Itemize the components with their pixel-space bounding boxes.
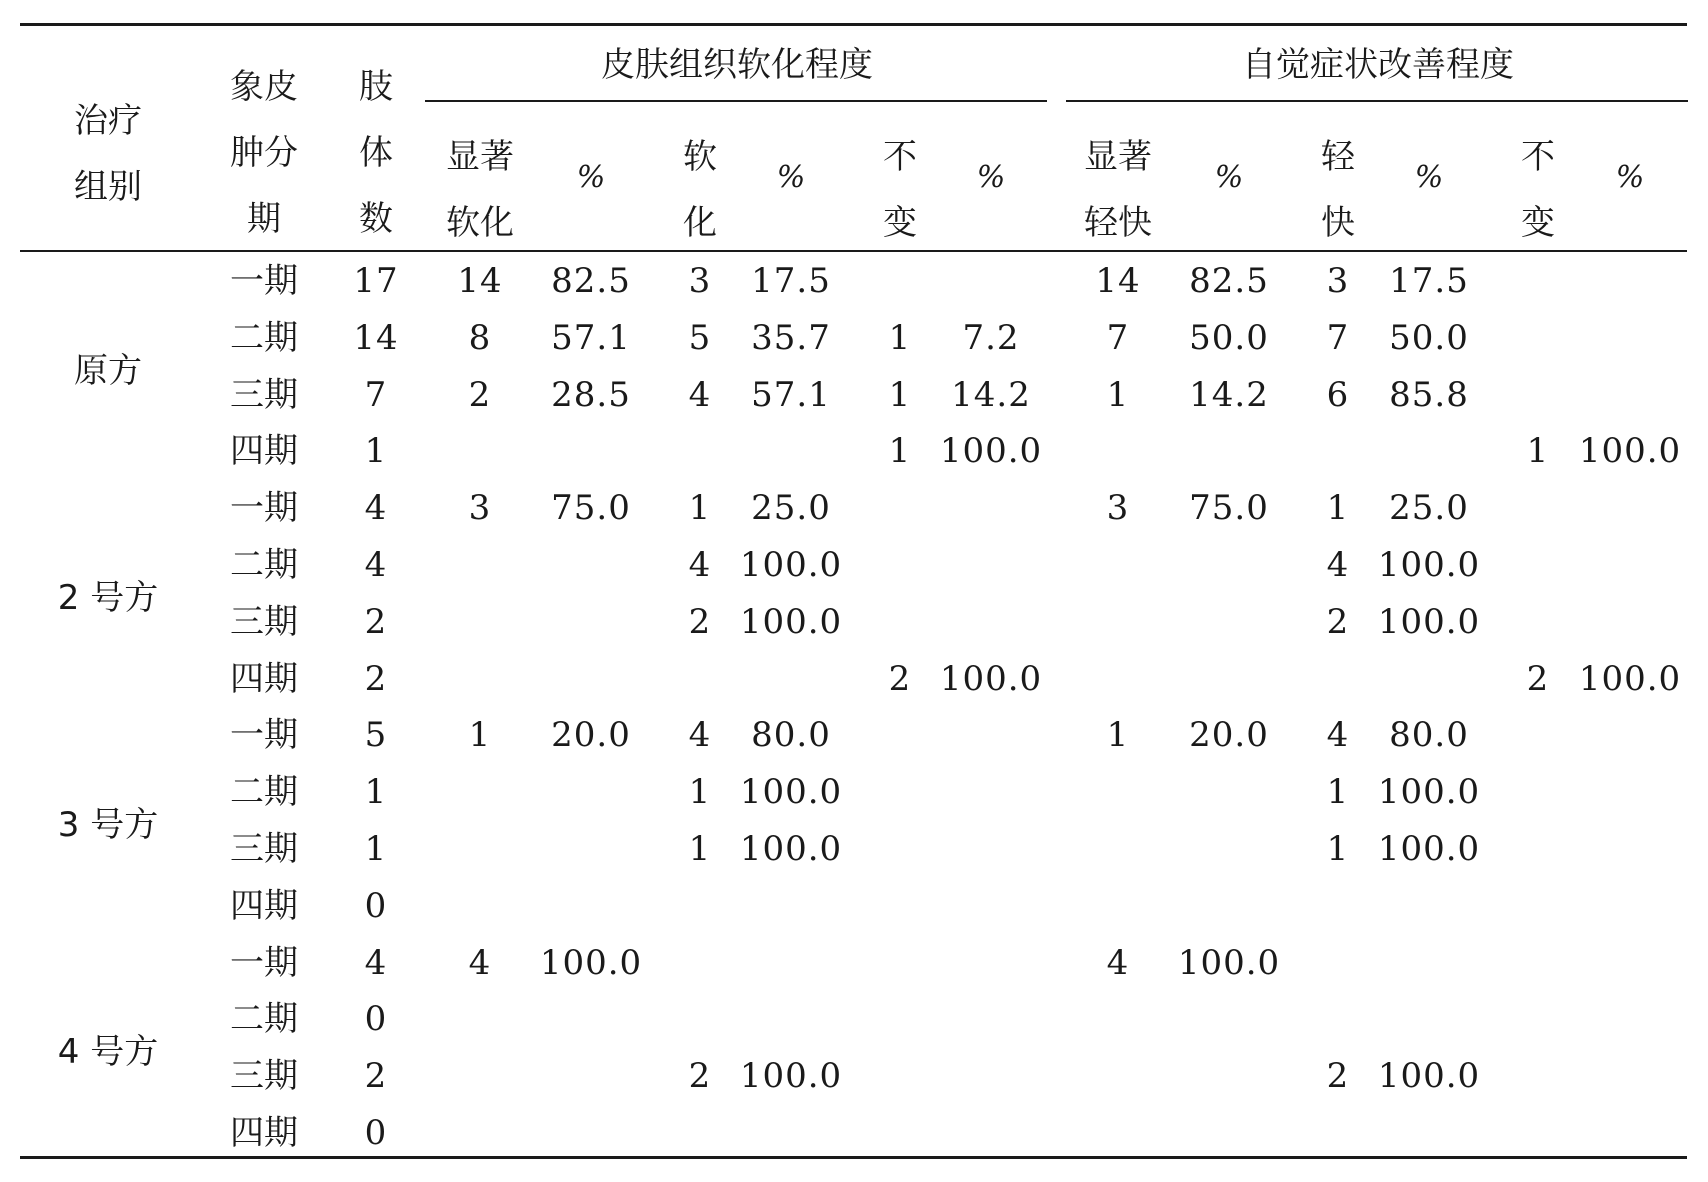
stage-cell: 一期 (230, 942, 298, 983)
group-label: 2 号方 (57, 577, 159, 618)
header-stage-line-2: 肿分 (230, 133, 298, 173)
header-stage-line-3: 期 (247, 199, 281, 239)
header-skin-col-6: % (976, 160, 1006, 195)
value-cell: 28.5 (551, 374, 631, 415)
top-rule (20, 23, 1687, 26)
stage-cell: 三期 (230, 601, 298, 642)
value-cell: 85.8 (1389, 374, 1469, 415)
stage-cell: 一期 (230, 261, 298, 301)
stage-cell: 一期 (230, 488, 298, 529)
value-cell: 57.1 (751, 374, 831, 415)
value-cell: 80.0 (751, 715, 831, 756)
value-cell: 4 (688, 545, 712, 585)
value-cell: 17.5 (1389, 261, 1469, 301)
header-skin-col-4: % (776, 160, 806, 195)
stage-cell: 二期 (230, 772, 298, 813)
value-cell: 6 (1326, 374, 1350, 415)
value-cell: 100.0 (1377, 829, 1481, 869)
value-cell: 4 (688, 374, 712, 415)
value-cell: 2 (468, 374, 492, 415)
value-cell: 100.0 (939, 431, 1043, 472)
value-cell: 7 (1106, 317, 1130, 358)
value-cell: 4 (688, 715, 712, 756)
value-cell: 4 (1326, 545, 1350, 585)
limbs-cell: 0 (364, 999, 388, 1040)
value-cell: 100.0 (739, 545, 843, 585)
stage-cell: 二期 (230, 545, 298, 585)
limbs-cell: 4 (364, 942, 388, 983)
value-cell: 7 (1326, 317, 1350, 358)
value-cell: 100.0 (1377, 772, 1481, 813)
group-label: 原方 (74, 350, 142, 391)
value-cell: 1 (888, 374, 912, 415)
stage-cell: 三期 (230, 374, 298, 415)
value-cell: 25.0 (751, 488, 831, 529)
limbs-cell: 4 (364, 488, 388, 529)
limbs-cell: 17 (353, 261, 399, 301)
limbs-cell: 2 (364, 658, 388, 699)
header-skin-col-2: % (576, 160, 606, 195)
header-group-line-1: 治疗 (74, 101, 142, 141)
limbs-cell: 1 (364, 772, 388, 813)
value-cell: 57.1 (551, 317, 631, 358)
limbs-cell: 2 (364, 601, 388, 642)
stage-cell: 二期 (230, 317, 298, 358)
value-cell: 2 (688, 1056, 712, 1097)
value-cell: 2 (688, 601, 712, 642)
header-symptom-col-6: % (1615, 160, 1645, 195)
skin-section-rule (425, 100, 1047, 102)
header-symptom-col-5-line-1: 不 (1521, 137, 1555, 177)
value-cell: 35.7 (751, 317, 831, 358)
value-cell: 1 (888, 317, 912, 358)
value-cell: 100.0 (1177, 942, 1281, 983)
header-skin-col-5-line-2: 变 (883, 203, 917, 243)
value-cell: 5 (688, 317, 712, 358)
limbs-cell: 4 (364, 545, 388, 585)
value-cell: 2 (1326, 601, 1350, 642)
value-cell: 100.0 (739, 1056, 843, 1097)
stage-cell: 二期 (230, 999, 298, 1040)
limbs-cell: 1 (364, 431, 388, 472)
value-cell: 14.2 (1189, 374, 1269, 415)
stage-cell: 三期 (230, 829, 298, 869)
stage-cell: 四期 (230, 1113, 298, 1153)
header-symptom-col-3-line-1: 轻 (1321, 137, 1355, 177)
value-cell: 1 (1326, 488, 1350, 529)
header-skin-col-3-line-2: 化 (683, 203, 717, 243)
header-group-line-2: 组别 (74, 167, 142, 207)
stage-cell: 四期 (230, 885, 298, 926)
value-cell: 25.0 (1389, 488, 1469, 529)
value-cell: 2 (888, 658, 912, 699)
value-cell: 1 (688, 829, 712, 869)
header-skin-col-3-line-1: 软 (683, 137, 717, 177)
value-cell: 100.0 (1377, 1056, 1481, 1097)
value-cell: 50.0 (1389, 317, 1469, 358)
stage-cell: 三期 (230, 1056, 298, 1097)
header-skin-col-1-line-2: 软化 (446, 203, 514, 243)
value-cell: 3 (1106, 488, 1130, 529)
value-cell: 3 (688, 261, 712, 301)
value-cell: 14 (1095, 261, 1141, 301)
value-cell: 1 (688, 488, 712, 529)
value-cell: 100.0 (1377, 601, 1481, 642)
header-symptom-col-1-line-1: 显著 (1084, 137, 1152, 177)
stage-cell: 一期 (230, 715, 298, 756)
value-cell: 100.0 (1578, 431, 1682, 472)
value-cell: 17.5 (751, 261, 831, 301)
value-cell: 100.0 (1578, 658, 1682, 699)
value-cell: 1 (1326, 772, 1350, 813)
stage-cell: 四期 (230, 658, 298, 699)
group-label: 4 号方 (57, 1032, 159, 1073)
limbs-cell: 1 (364, 829, 388, 869)
limbs-cell: 0 (364, 885, 388, 926)
header-symptom-section: 自觉症状改善程度 (1242, 45, 1514, 85)
header-limbs-line-3: 数 (359, 199, 393, 239)
value-cell: 75.0 (1189, 488, 1269, 529)
value-cell: 100.0 (1377, 545, 1481, 585)
value-cell: 80.0 (1389, 715, 1469, 756)
value-cell: 4 (1106, 942, 1130, 983)
value-cell: 20.0 (1189, 715, 1269, 756)
value-cell: 2 (1326, 1056, 1350, 1097)
header-limbs-line-2: 体 (359, 133, 393, 173)
value-cell: 2 (1526, 658, 1550, 699)
value-cell: 1 (688, 772, 712, 813)
limbs-cell: 14 (353, 317, 399, 358)
header-stage-line-1: 象皮 (230, 67, 298, 107)
value-cell: 100.0 (739, 829, 843, 869)
header-symptom-col-2: % (1214, 160, 1244, 195)
value-cell: 75.0 (551, 488, 631, 529)
header-skin-col-5-line-1: 不 (883, 137, 917, 177)
limbs-cell: 5 (364, 715, 388, 756)
value-cell: 3 (468, 488, 492, 529)
value-cell: 20.0 (551, 715, 631, 756)
bottom-rule (20, 1156, 1687, 1159)
value-cell: 1 (1326, 829, 1350, 869)
value-cell: 82.5 (551, 261, 631, 301)
header-symptom-col-4: % (1414, 160, 1444, 195)
value-cell: 1 (888, 431, 912, 472)
header-skin-section: 皮肤组织软化程度 (601, 45, 873, 85)
value-cell: 1 (1526, 431, 1550, 472)
header-skin-col-1-line-1: 显著 (446, 137, 514, 177)
value-cell: 82.5 (1189, 261, 1269, 301)
value-cell: 4 (1326, 715, 1350, 756)
limbs-cell: 7 (364, 374, 388, 415)
value-cell: 50.0 (1189, 317, 1269, 358)
header-limbs-line-1: 肢 (359, 67, 393, 107)
limbs-cell: 2 (364, 1056, 388, 1097)
value-cell: 100.0 (539, 942, 643, 983)
group-label: 3 号方 (57, 805, 159, 845)
value-cell: 7.2 (962, 317, 1020, 358)
value-cell: 8 (468, 317, 492, 358)
value-cell: 1 (1106, 715, 1130, 756)
value-cell: 100.0 (739, 601, 843, 642)
limbs-cell: 0 (364, 1113, 388, 1153)
value-cell: 14.2 (951, 374, 1031, 415)
stage-cell: 四期 (230, 431, 298, 472)
value-cell: 14 (457, 261, 503, 301)
value-cell: 4 (468, 942, 492, 983)
value-cell: 1 (1106, 374, 1130, 415)
value-cell: 3 (1326, 261, 1350, 301)
value-cell: 100.0 (739, 772, 843, 813)
header-symptom-col-5-line-2: 变 (1521, 203, 1555, 243)
value-cell: 100.0 (939, 658, 1043, 699)
header-symptom-col-3-line-2: 快 (1321, 203, 1355, 243)
symptom-section-rule (1066, 100, 1688, 102)
header-symptom-col-1-line-2: 轻快 (1084, 203, 1152, 243)
value-cell: 1 (468, 715, 492, 756)
